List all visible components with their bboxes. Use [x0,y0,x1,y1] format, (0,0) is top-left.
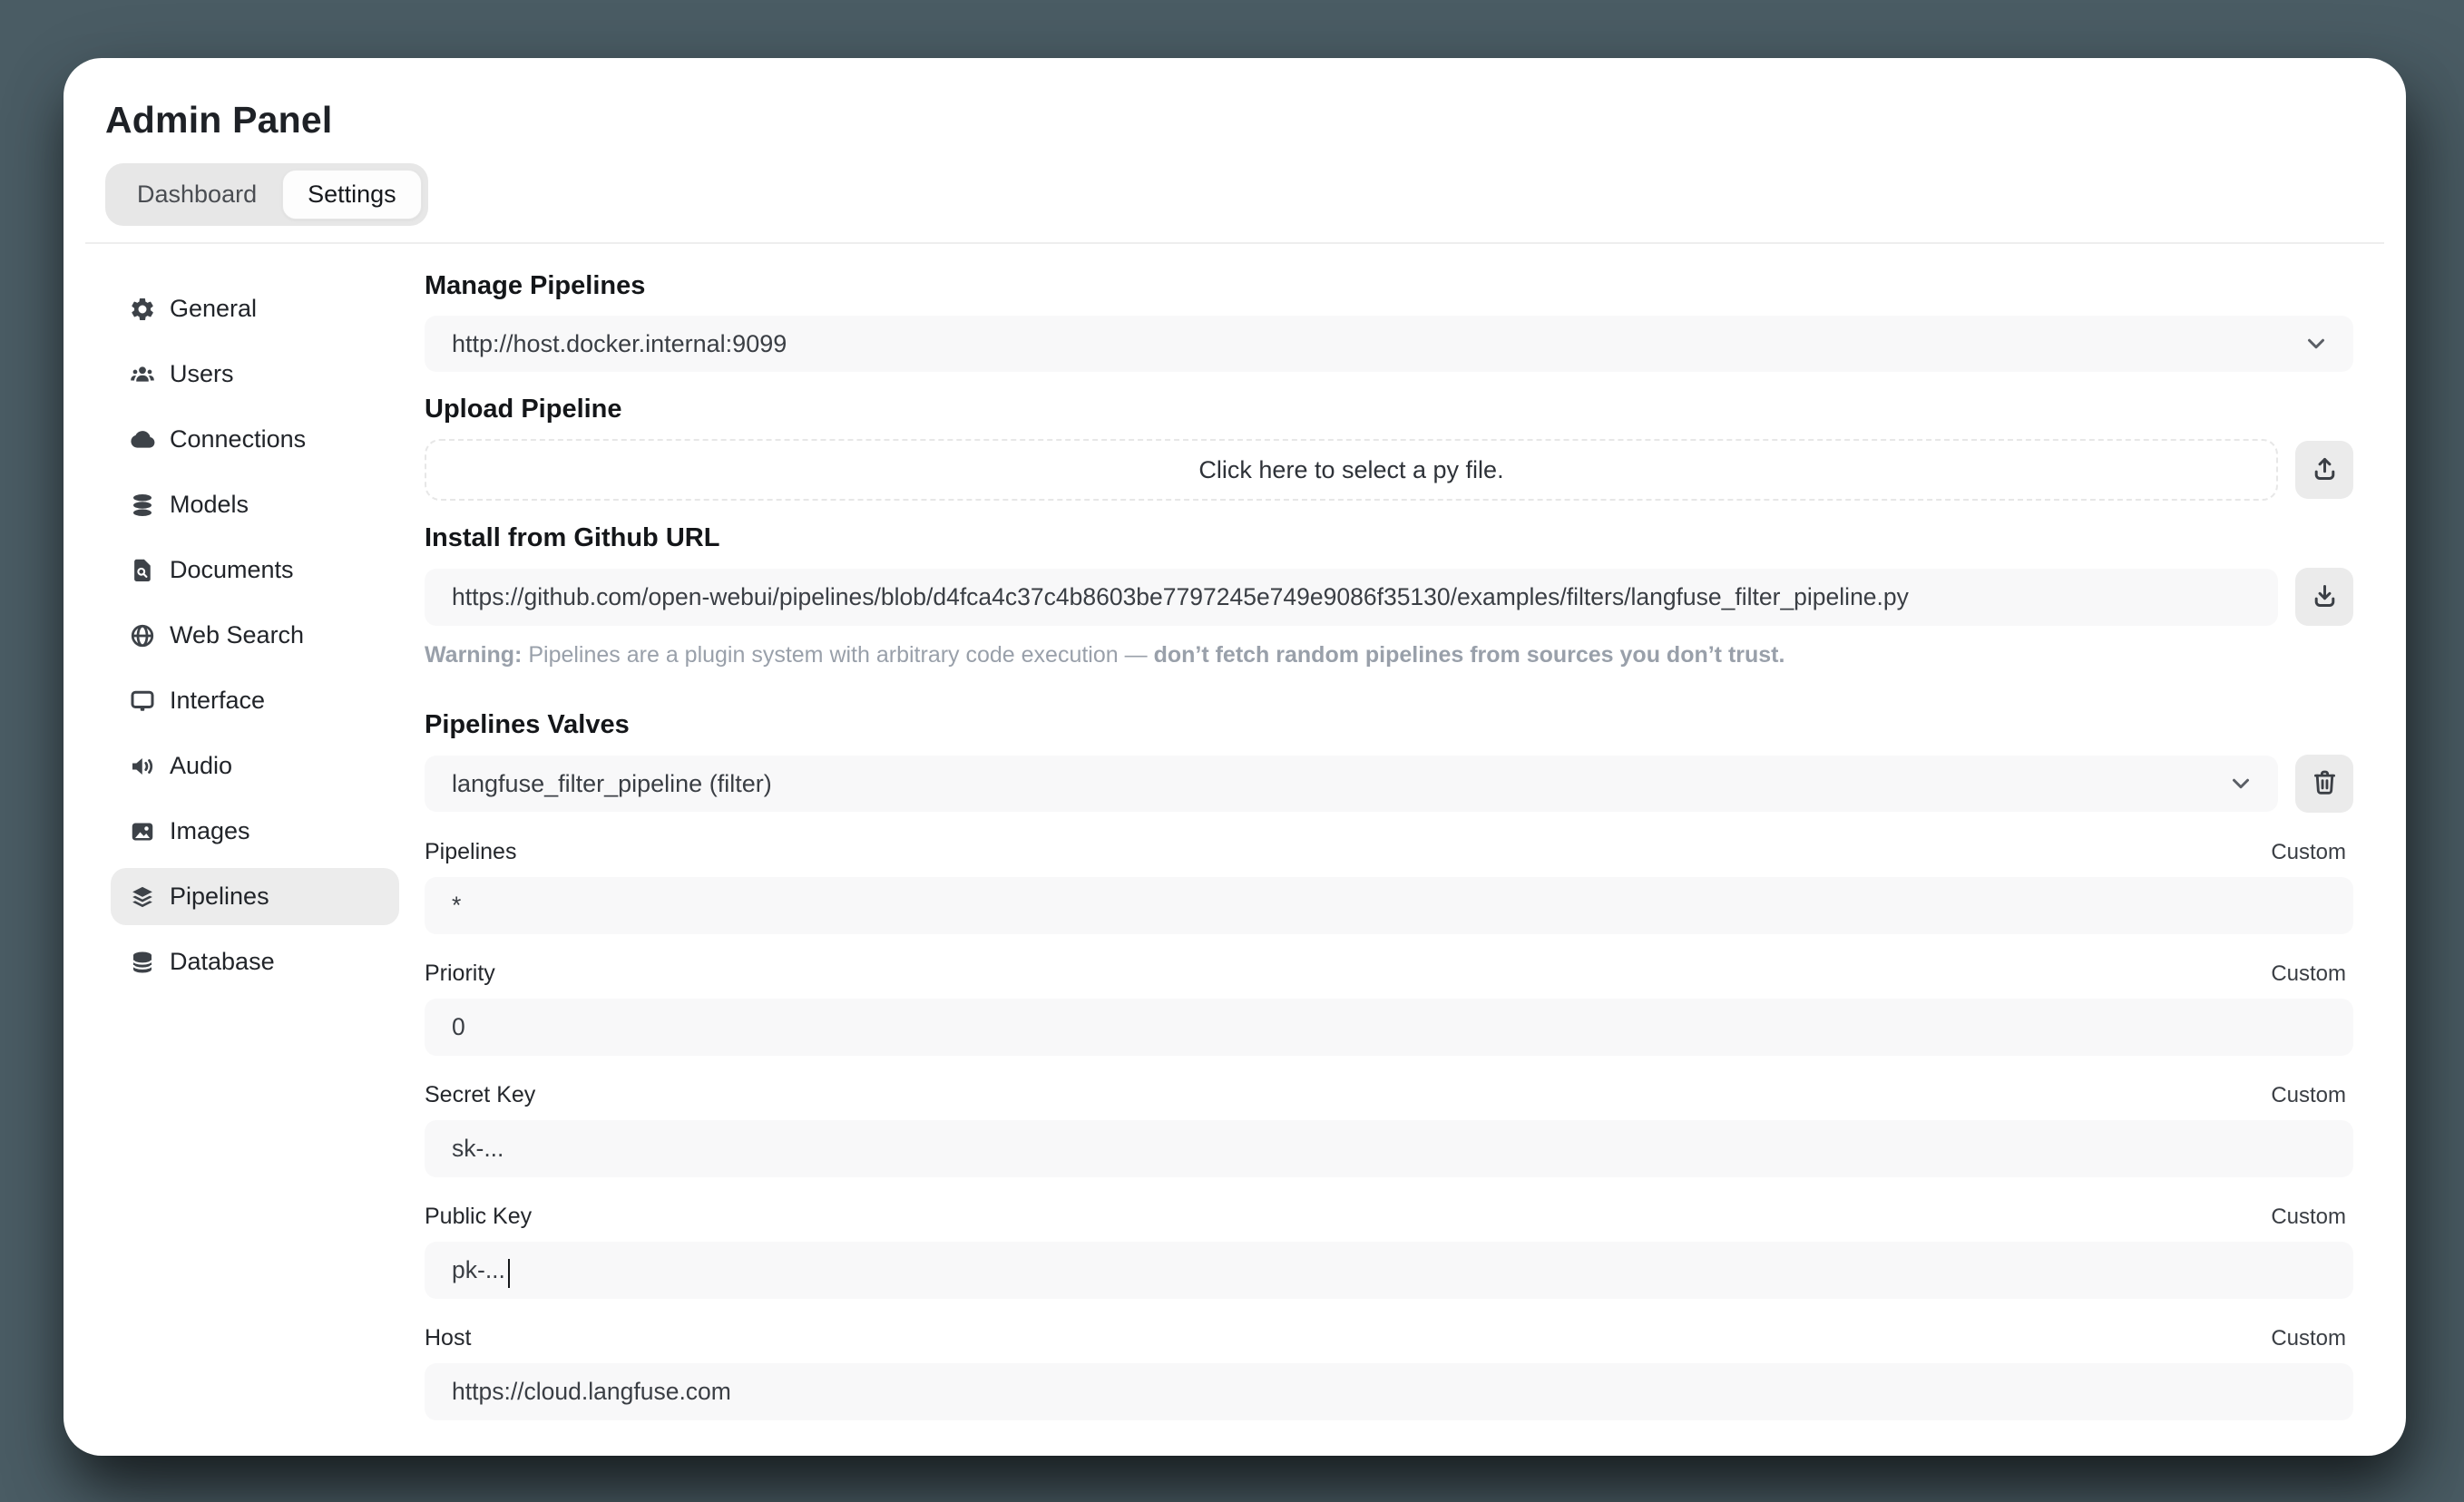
pipelines-warning-text: Warning: Pipelines are a plugin system with arbitrary code execution — don’t fetch random pipelines from sources you don’t trust. [425,642,1785,668]
gear-icon [129,296,156,323]
trash-icon [2311,768,2339,799]
sidebar-item-audio[interactable] [111,737,399,795]
upload-placeholder: Click here to select a py file. [1198,455,1504,483]
chevron-down-icon [2303,330,2330,357]
tab-settings[interactable]: Settings [282,170,422,219]
delete-pipeline-button[interactable] [2295,755,2353,813]
sidebar-item-label: Models [170,491,249,518]
install-github-heading: Install from Github URL [425,523,720,552]
sidebar-item-pipelines[interactable] [111,868,399,925]
pipelines-url-value: http://host.docker.internal:9099 [452,329,787,357]
manage-pipelines-heading: Manage Pipelines [425,271,646,300]
sidebar-item-general[interactable] [111,280,399,337]
custom-badge: Custom [2271,840,2346,864]
valve-label: Pipelines [425,839,517,864]
photo-icon [129,818,156,845]
sidebar-item-documents[interactable] [111,541,399,599]
sidebar-item-users[interactable] [111,346,399,403]
pipelines-settings-pane [425,271,2353,1420]
valve-label: Secret Key [425,1082,536,1107]
sidebar-item-label: Database [170,948,275,975]
sidebar-item-connections[interactable] [111,411,399,468]
admin-panel-window [64,58,2406,1456]
host-input[interactable]: https://cloud.langfuse.com [425,1363,2353,1420]
sidebar-item-label: Audio [170,752,233,779]
custom-badge: Custom [2271,1326,2346,1351]
upload-pipeline-heading: Upload Pipeline [425,395,622,424]
pipelines-valves-heading: Pipelines Valves [425,710,630,739]
globe-icon [129,622,156,649]
custom-badge: Custom [2271,961,2346,986]
sidebar-item-models[interactable] [111,476,399,533]
download-icon [2311,581,2339,612]
tab-dashboard[interactable]: Dashboard [112,170,282,219]
panel-header [64,58,2406,226]
layers-icon [129,883,156,911]
page-title: Admin Panel [105,99,333,141]
sidebar-item-label: Web Search [170,621,305,649]
valves-pipeline-value: langfuse_filter_pipeline (filter) [452,769,772,797]
sidebar-item-label: Users [170,360,234,387]
text-cursor [508,1259,510,1288]
secret-key-input[interactable]: sk-... [425,1120,2353,1177]
public-key-input[interactable]: pk-... [425,1242,2353,1299]
valve-field-public-key [425,1205,2353,1299]
sidebar-item-label: General [170,295,258,322]
sidebar-item-images[interactable] [111,803,399,860]
tab-group [105,163,428,226]
valves-pipeline-select[interactable] [425,756,2278,812]
valve-field-secret-key [425,1083,2353,1177]
custom-badge: Custom [2271,1205,2346,1229]
upload-pipeline-button[interactable] [2295,441,2353,499]
chevron-down-icon [2227,770,2254,797]
sidebar-item-label: Interface [170,687,266,714]
sidebar-item-label: Documents [170,556,294,583]
github-url-input[interactable] [425,569,2278,626]
sidebar-item-label: Pipelines [170,883,269,910]
cloud-icon [129,426,156,454]
priority-value-input[interactable]: 0 [425,999,2353,1056]
upload-icon [2311,454,2339,485]
pipelines-url-select[interactable] [425,316,2353,372]
user-group-icon [129,361,156,388]
pipelines-value-input[interactable]: * [425,877,2353,934]
valve-label: Public Key [425,1204,533,1229]
custom-badge: Custom [2271,1083,2346,1107]
sidebar-item-database[interactable] [111,933,399,990]
sidebar-item-interface[interactable] [111,672,399,729]
valve-field-priority [425,961,2353,1056]
sidebar-item-label: Connections [170,425,307,453]
valve-label: Host [425,1325,472,1351]
speaker-icon [129,753,156,780]
sidebar-item-label: Images [170,817,250,844]
sidebar-item-web-search[interactable] [111,607,399,664]
settings-sidebar [111,271,399,1420]
github-url-value: https://github.com/open-webui/pipelines/blob/d4fca4c37c4b8603be7797245e749e9086f35130/examples/filters/langfuse_filter_pipeline.py [452,582,1909,610]
valve-field-pipelines [425,840,2353,934]
database-icon [129,949,156,976]
monitor-icon [129,688,156,715]
document-search-icon [129,557,156,584]
upload-file-dropzone[interactable] [425,439,2278,501]
circle-stack-icon [129,492,156,519]
valve-label: Priority [425,961,495,986]
valve-field-host [425,1326,2353,1420]
install-from-url-button[interactable] [2295,568,2353,626]
